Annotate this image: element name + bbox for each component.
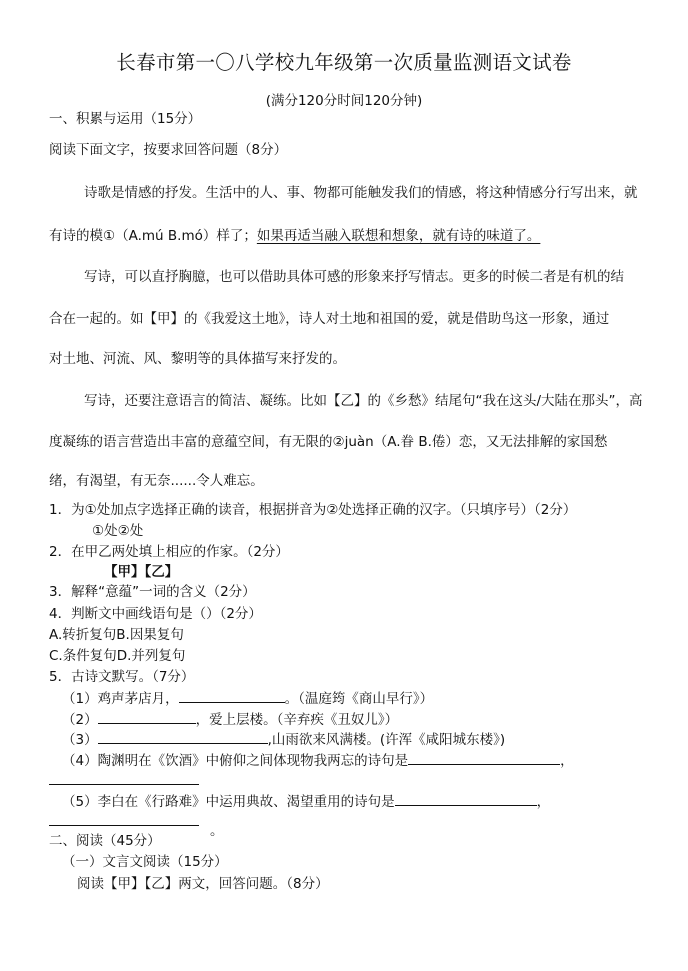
section1-heading: 一、积累与运用（15分） [49, 111, 202, 127]
question-5-1 [62, 689, 433, 708]
answer-blank[interactable] [179, 689, 285, 703]
para2-line2: 合在一起的。如【甲】的《我爱这土地》，诗人对土地和祖国的爱，就是借助鸟这一形象，通过 [49, 311, 610, 327]
answer-blank[interactable] [395, 792, 537, 806]
answer-blank[interactable] [408, 751, 560, 765]
para1-line2-start: 有诗的模①（A.mú B.mó）样了； [49, 228, 257, 244]
para3-line2: 度凝练的语言营造出丰富的意蕴空间，有无限的②juàn（A.眷 B.倦）恋，又无法排解的家国愁 [49, 434, 608, 450]
para1-line2 [49, 227, 540, 245]
q5-1-text: （1）鸡声茅店月， [62, 691, 179, 707]
question-4-options-ab: A.转折复句B.因果复句 [49, 627, 184, 643]
para3-line1: 写诗，还要注意语言的简洁、凝练。比如【乙】的《乡愁》结尾句“我在这头/大陆在那头”，高 [84, 393, 643, 409]
page-subtitle: (满分120分时间120分钟) [265, 93, 423, 109]
answer-blank[interactable] [98, 710, 196, 724]
question-3: 3．解释“意蕴”一词的含义（2分） [49, 584, 256, 600]
question-5-4 [62, 751, 574, 770]
question-1: 1．为①处加点字选择正确的读音，根据拼音为②处选择正确的汉字。（只填序号）（2分） [49, 502, 577, 518]
q5-4-comma: ， [560, 753, 574, 769]
question-5-5-end: 。 [210, 823, 224, 839]
question-4: 4．判断文中画线语句是（）（2分） [49, 606, 262, 622]
q5-1-source: 。（温庭筠《商山早行》） [284, 691, 434, 707]
question-2: 2．在甲乙两处填上相应的作家。（2分） [49, 544, 289, 560]
section2-heading: 二、阅读（45分） [49, 833, 161, 849]
question-5: 5．古诗文默写。（7分） [49, 669, 195, 685]
question-5-2 [62, 710, 398, 729]
q5-3-number: （3） [62, 732, 98, 748]
question-5-3 [62, 730, 505, 749]
para3-line3: 绪，有渴望，有无奈......令人难忘。 [49, 473, 264, 489]
q5-3-text: ,山雨欲来风满楼。(许浑《咸阳城东楼》) [267, 732, 506, 748]
underlined-sentence: 如果再适当融入联想和想象，就有诗的味道了。 [256, 228, 541, 244]
answer-blank[interactable] [98, 730, 268, 744]
q5-2-number: （2） [62, 712, 98, 728]
question-2-answers: 【甲】【乙】 [104, 564, 179, 580]
para2-line1: 写诗，可以直抒胸臆，也可以借助具体可感的形象来抒写情志。更多的时候二者是有机的结 [84, 269, 624, 285]
section2-instruction: 阅读【甲】【乙】两文，回答问题。（8分） [77, 876, 329, 892]
question-1-answers: ①处②处 [92, 523, 144, 539]
q5-5-comma: ， [536, 794, 551, 810]
question-5-5 [62, 792, 550, 811]
para1-line1: 诗歌是情感的抒发。生活中的人、事、物都可能触发我们的情感，将这种情感分行写出来，就 [84, 185, 638, 201]
page-title: 长春市第一〇八学校九年级第一次质量监测语文试卷 [116, 51, 572, 74]
answer-blank-line[interactable] [49, 825, 199, 826]
para2-line3: 对土地、河流、风、黎明等的具体描写来抒发的。 [49, 351, 346, 367]
q5-2-text: ，爱上层楼。（辛弃疾《丑奴儿》） [195, 712, 399, 728]
section1-instruction: 阅读下面文字，按要求回答问题（8分） [49, 142, 288, 158]
q5-5-text: （5）李白在《行路难》中运用典故、渴望重用的诗句是 [62, 794, 395, 810]
answer-blank-line[interactable] [49, 784, 199, 785]
question-4-options-cd: C.条件复句D.并列复句 [49, 648, 186, 664]
section2-subheading: （一）文言文阅读（15分） [62, 854, 228, 870]
q5-4-text: （4）陶渊明在《饮酒》中俯仰之间体现物我两忘的诗句是 [62, 753, 409, 769]
